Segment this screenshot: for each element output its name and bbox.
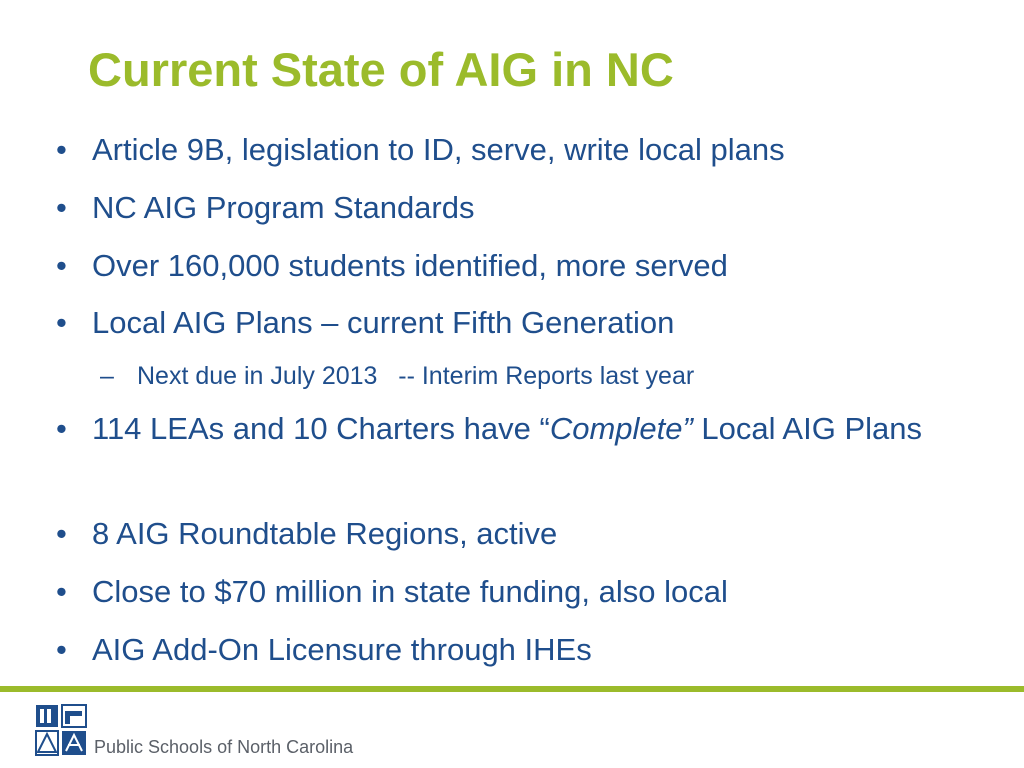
bullet-text: AIG Add-On Licensure through IHEs: [92, 632, 592, 667]
bullet-marker: •: [56, 305, 67, 340]
bullet-marker: •: [56, 632, 67, 667]
bullet-marker: •: [56, 248, 67, 283]
sub-bullet-text: Next due in July 2013 -- Interim Reports last year: [137, 362, 695, 390]
bullet-text-part: Local AIG Plans: [692, 411, 922, 446]
bullet-text: Article 9B, legislation to ID, serve, write local plans: [92, 132, 785, 167]
bullet-text: Close to $70 million in state funding, also local: [92, 574, 728, 609]
bullet-text-part: 114 LEAs and 10 Charters have “: [92, 411, 550, 446]
footer-divider: [0, 686, 1024, 692]
bullet-marker: •: [56, 411, 67, 446]
bullet-marker: •: [56, 190, 67, 225]
bullet-marker: •: [56, 574, 67, 609]
bullet-text: 8 AIG Roundtable Regions, active: [92, 516, 558, 551]
bullet-text: Local AIG Plans – current Fifth Generation: [92, 305, 675, 340]
slide-title: Current State of AIG in NC: [88, 43, 674, 96]
bullet-text: Over 160,000 students identified, more served: [92, 248, 728, 283]
bullet-marker: •: [56, 132, 67, 167]
footer: [34, 700, 434, 760]
state-seal-logo-icon: [34, 702, 88, 758]
bullet-text: [92, 410, 982, 448]
bullet-text: NC AIG Program Standards: [92, 190, 475, 225]
organization-name: Public Schools of North Carolina: [94, 737, 354, 757]
sub-bullet-marker: –: [100, 362, 114, 390]
bullet-text-emphasis: Complete”: [549, 411, 693, 446]
bullet-marker: •: [56, 516, 67, 551]
